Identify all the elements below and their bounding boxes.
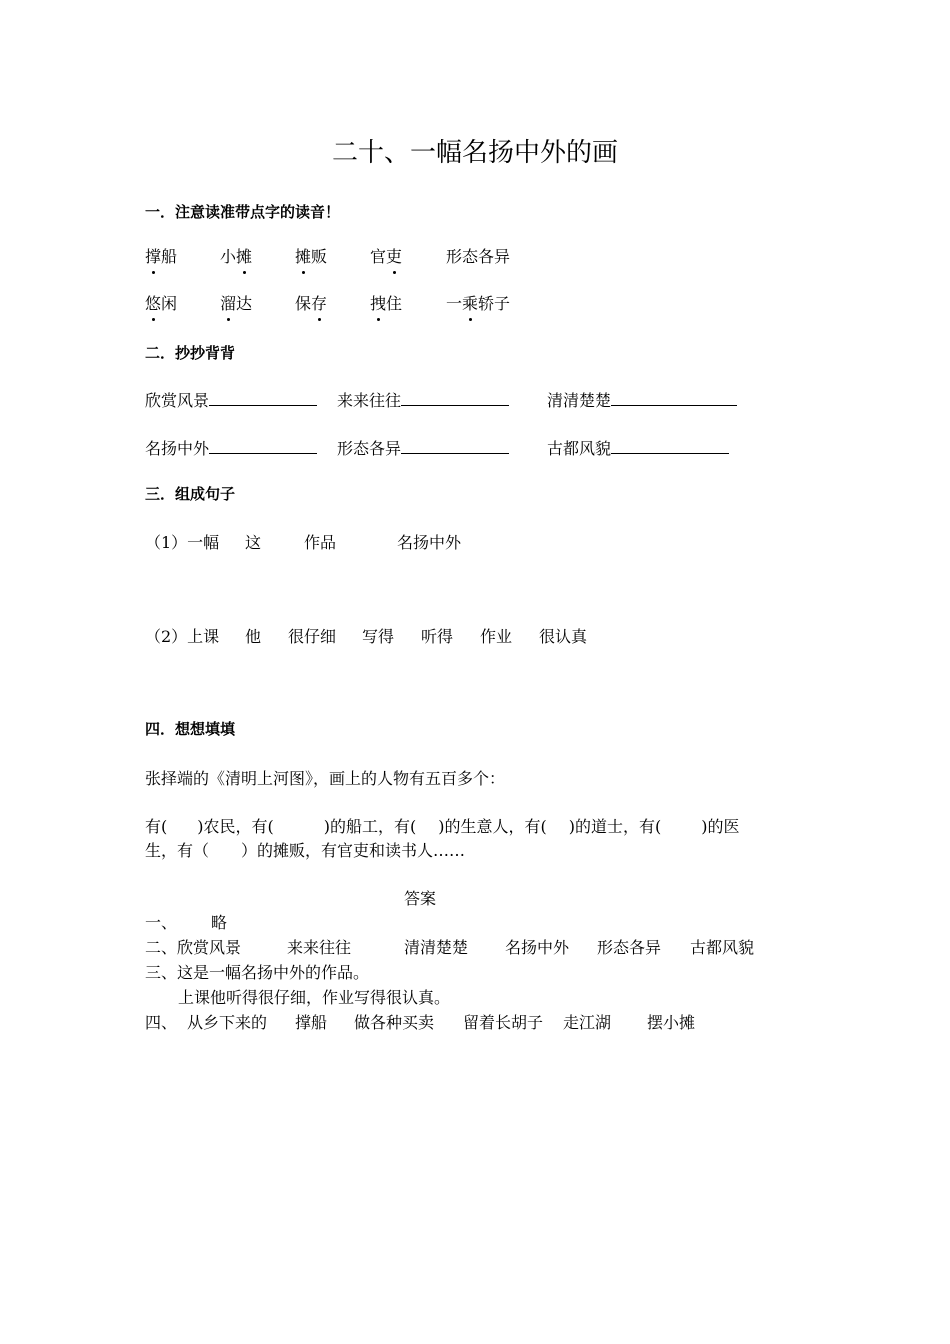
answer-blank[interactable]	[401, 438, 509, 454]
answer-blank[interactable]	[209, 438, 317, 454]
word-item: 溜达	[220, 291, 252, 314]
dotted-char: 存	[311, 291, 327, 314]
answer-1-num: 一、	[145, 913, 178, 932]
answer-blank[interactable]	[209, 390, 317, 406]
sentence-word: 名扬中外	[397, 533, 462, 552]
answer-2-item: 清清楚楚	[404, 938, 469, 957]
fill-line-1: 有( )农民，有( )的船工，有( )的生意人，有( )的道士，有( )的医	[145, 817, 740, 836]
word-item: 摊贩	[295, 244, 327, 267]
answer-3-line: 三、这是一幅名扬中外的作品。	[145, 963, 370, 982]
word-item: 一乘轿子	[446, 291, 510, 314]
copy-item: 来来往往	[337, 388, 509, 411]
copy-item: 古都风貌	[547, 436, 729, 459]
dotted-char: 悠	[145, 291, 161, 314]
page-title: 二十、一幅名扬中外的画	[331, 138, 618, 168]
fill-intro: 张择端的《清明上河图》，画上的人物有五百多个：	[145, 769, 506, 788]
word-item: 形态各异	[446, 247, 511, 266]
section-1-heading: 一．注意读准带点字的读音！	[145, 203, 341, 221]
dotted-char: 乘	[462, 291, 478, 314]
answer-blank[interactable]	[611, 438, 729, 454]
word-item: 小摊	[220, 244, 252, 267]
answer-4-item: 留着长胡子	[463, 1013, 544, 1032]
sentence-word: 他	[245, 627, 262, 646]
copy-item: 形态各异	[337, 436, 509, 459]
answer-blank[interactable]	[401, 390, 509, 406]
answer-2-item: 来来往往	[287, 938, 352, 957]
answer-blank[interactable]	[611, 390, 737, 406]
sentence-word: 这	[245, 533, 262, 552]
answer-2-item: 二、欣赏风景	[145, 938, 242, 957]
word-item: 悠闲	[145, 291, 177, 314]
answer-4-num: 四、	[145, 1013, 178, 1032]
answer-2-item: 名扬中外	[505, 938, 570, 957]
word-item: 撑船	[145, 244, 177, 267]
copy-item: 清清楚楚	[547, 388, 737, 411]
dotted-char: 吏	[386, 244, 402, 267]
answer-4-item: 摆小摊	[647, 1013, 696, 1032]
answer-4-item: 撑船	[295, 1013, 328, 1032]
word-item: 官吏	[370, 244, 402, 267]
section-2-heading: 二．抄抄背背	[145, 344, 236, 362]
dotted-char: 摊	[236, 244, 252, 267]
answer-4-item: 做各种买卖	[354, 1013, 435, 1032]
answer-1-text: 略	[211, 913, 228, 932]
fill-line-2: 生，有（ ）的摊贩，有官吏和读书人……	[145, 841, 466, 860]
sentence-word: （1）一幅	[145, 533, 220, 552]
dotted-char: 溜	[220, 291, 236, 314]
sentence-word: 听得	[421, 627, 454, 646]
copy-item: 欣赏风景	[145, 388, 317, 411]
dotted-char: 摊	[295, 244, 311, 267]
sentence-word: 写得	[362, 627, 395, 646]
word-item: 拽住	[370, 291, 402, 314]
section-3-heading: 三．组成句子	[145, 485, 236, 503]
answer-2-item: 形态各异	[597, 938, 662, 957]
section-4-heading: 四．想想填填	[145, 720, 236, 738]
sentence-word: 很认真	[539, 627, 588, 646]
answer-4-item: 走江湖	[563, 1013, 612, 1032]
answer-3-line: 上课他听得很仔细，作业写得很认真。	[178, 988, 451, 1007]
word-item: 保存	[295, 291, 327, 314]
answer-2-item: 古都风貌	[690, 938, 755, 957]
sentence-word: （2）上课	[145, 627, 220, 646]
answers-heading: 答案	[404, 889, 437, 908]
answer-4-item: 从乡下来的	[187, 1013, 268, 1032]
sentence-word: 作品	[304, 533, 337, 552]
sentence-word: 很仔细	[288, 627, 337, 646]
dotted-char: 拽	[370, 291, 386, 314]
dotted-char: 撑	[145, 244, 161, 267]
sentence-word: 作业	[480, 627, 513, 646]
copy-item: 名扬中外	[145, 436, 317, 459]
